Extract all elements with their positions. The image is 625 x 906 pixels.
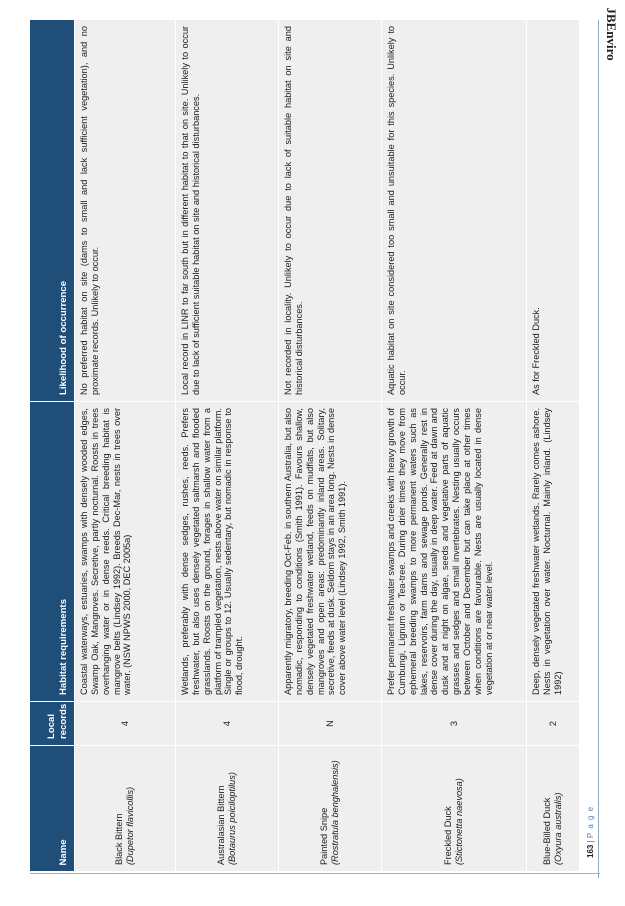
page-number: 163 [586,844,595,858]
species-table [30,19,580,872]
column-header-likelihood: Likelihood of occurrence [30,20,75,402]
table-row [176,20,279,872]
likelihood-cell: Not recorded in locality. Unlikely to occur due to lack of suitable habitat on site and historical disturbances. [279,20,382,402]
habitat-cell: Deep, densely vegetated freshwater wetlands. Rarely comes ashore. Nests in vegetation over water. Nocturnal. Mainly inland. (Lindsey 1992) [527,402,580,702]
rotated-table-container [30,20,575,872]
footer-separator: | [586,840,595,843]
table-row [527,20,580,872]
species-common-name: Painted Snipe [319,807,330,865]
species-scientific-name: (Stictonetta naevosa) [454,778,464,865]
column-header-local-records: Local records [30,702,75,746]
table-header-row [30,20,75,872]
page-label: P a g e [586,805,595,839]
page-footer [586,798,595,858]
local-records-cell: 2 [527,702,580,746]
species-scientific-name: (Dupetor flavicollis) [125,786,135,865]
habitat-cell: Wetlands, preferably with dense sedges, rushes, reeds. Prefers freshwater, but also uses densely vegetated saltmarsh and flooded grasslands. Roosts on the ground, forages in shallow water from a platform of trampled vegetation, nests above water on similar platform. Single or groups to 12. Usually sedentary, but nomadic in response to flood, drought. [176,402,279,702]
species-common-name: Black Bittern [114,813,125,865]
column-header-name: Name [30,746,75,872]
likelihood-cell: As for Freckled Duck. [527,20,580,402]
species-name-cell [279,746,382,872]
local-records-cell: 4 [176,702,279,746]
likelihood-cell: Aquatic habitat on site considered too small and unsuitable for this species. Unlikely to occur. [382,20,527,402]
margin-rule [598,20,599,878]
company-logo-text: JBEnviro [604,7,619,61]
species-name-cell [527,746,580,872]
habitat-cell: Coastal waterways, estuaries, swamps with densely wooded edges, Swamp Oak, Mangroves. Secretive, partly nocturnal. Roosts in trees overhanging water or in dense reeds. Critical breeding habitat is mangrove belts (Lindsey 1992). Breeds Dec-Mar, nests in trees over water. (NSW NPWS 2000, DEC 2005a) [75,402,176,702]
likelihood-cell: No preferred habitat on site (dams to small and lack sufficient vegetation), and no proximate records. Unlikely to occur. [75,20,176,402]
species-name-cell [176,746,279,872]
species-name-cell [75,746,176,872]
habitat-cell: Apparently migratory, breeding Oct-Feb. in southern Australia, but also nomadic, responding to conditions (Smith 1991). Favours shallow, densely vegetated freshwater wetland, feeds on mudflats, but also mangroves and open areas: predominantly inland areas. Solitary, secretive, feeds at dusk. Seldom stays in an area long. Nests in dense cover above water level (Lindsey 1992, Smith 1991). [279,402,382,702]
table-row [382,20,527,872]
local-records-cell: N [279,702,382,746]
local-records-cell: 4 [75,702,176,746]
habitat-cell: Prefer permanent freshwater swamps and creeks with heavy growth of Cumbungi, Lignum or Tea-tree. During drier times they move from ephemeral breeding swamps to more permanent waters such as lakes, reservoirs, farm dams and sewage ponds. Generally rest in dense cover during the day, usually in deep water. Feed at dawn and dusk and at night on algae, seeds and vegetative parts of aquatic grasses and sedges and small invertebrates. Nesting usually occurs between October and December but can take place at other times when conditions are favourable. Nests are usually located in dense vegetation at or near water level. [382,402,527,702]
footer-rule [30,873,600,874]
species-scientific-name: (Rostratula benghalensis) [330,760,340,865]
column-header-habitat: Habitat requirements [30,402,75,702]
local-records-cell: 3 [382,702,527,746]
species-common-name: Australasian Bittern [216,785,227,865]
species-scientific-name: (Oxyura australis) [553,792,563,865]
species-scientific-name: (Botaurus poiciloptilus) [227,772,237,865]
table-row [75,20,176,872]
table-row [279,20,382,872]
species-common-name: Blue-Billed Duck [542,797,553,865]
species-common-name: Freckled Duck [443,806,454,865]
species-name-cell [382,746,527,872]
likelihood-cell: Local record in LINR to far south but in different habitat to that on site. Unlikely to occur due to lack of sufficient suitable habitat on site and historical disturbances. [176,20,279,402]
